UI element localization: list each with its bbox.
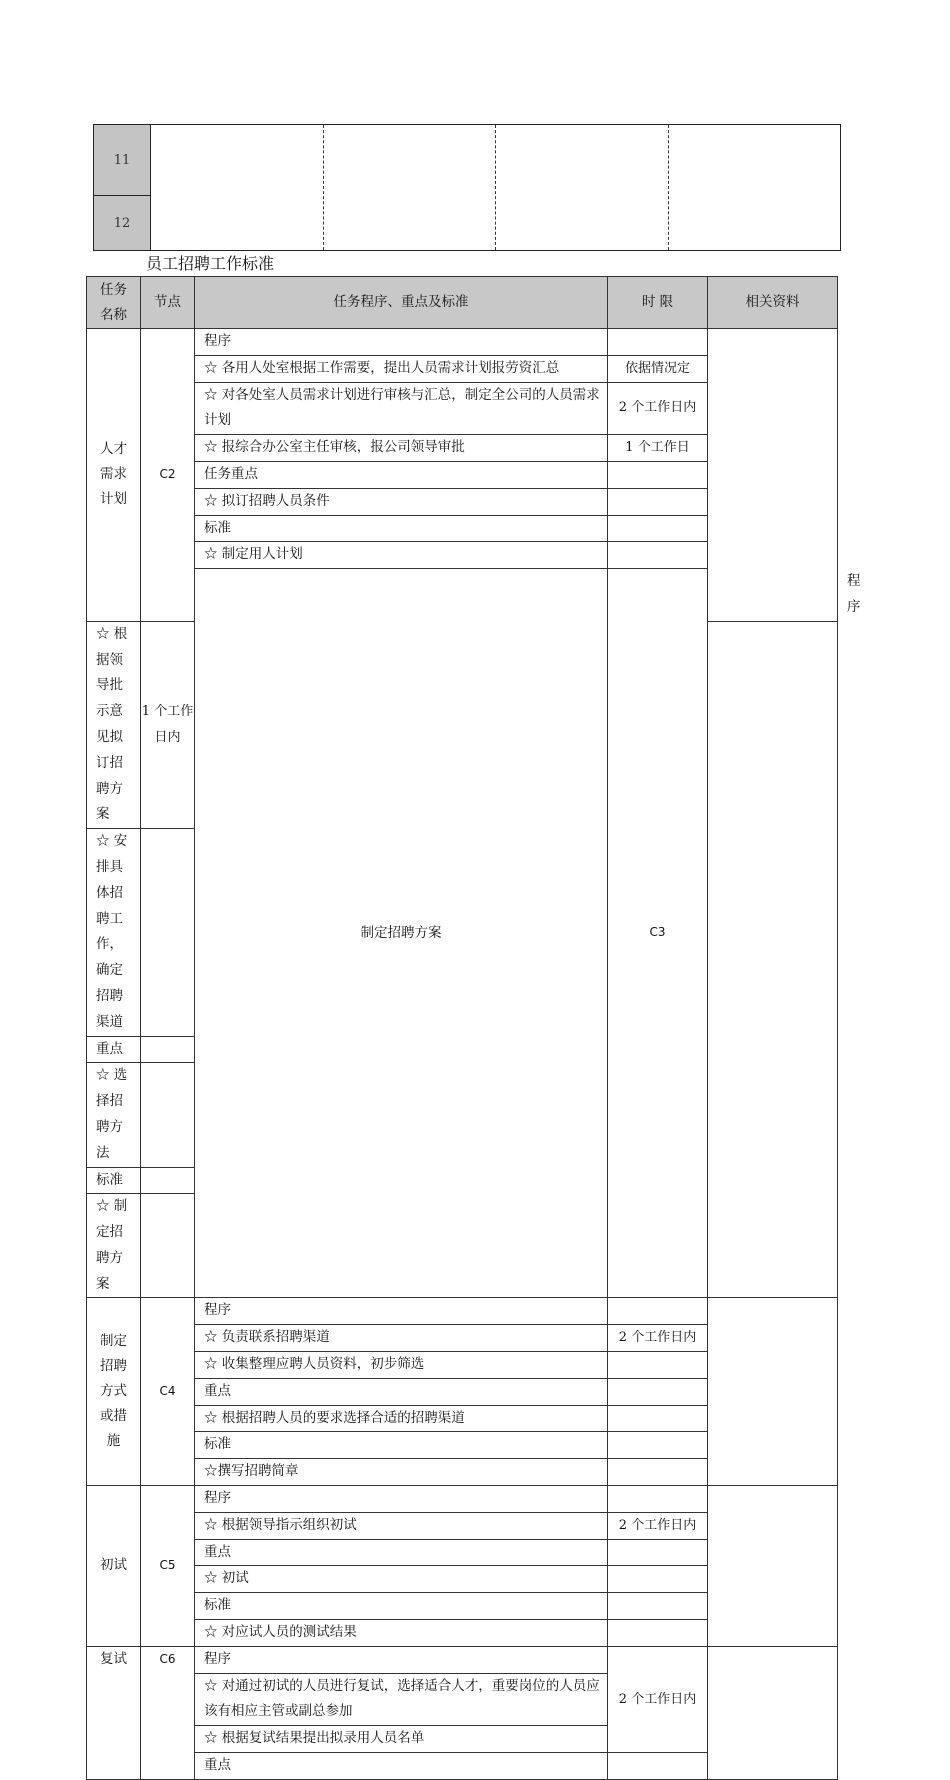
limit-cell: [608, 1298, 708, 1325]
top-column-4: [669, 125, 841, 250]
node-cell: C2: [141, 329, 195, 622]
limit-cell: [141, 829, 195, 1036]
node-cell: C5: [141, 1486, 195, 1647]
header-related-docs: 相关资料: [708, 277, 838, 329]
step-cell: 标准: [195, 1432, 608, 1459]
step-cell: ☆ 安排具体招聘工作，确定招聘渠道: [87, 829, 141, 1036]
limit-cell: [141, 1194, 195, 1298]
limit-cell: 1 个工作日内: [141, 621, 195, 828]
step-cell: 重点: [195, 1539, 608, 1566]
step-cell: 重点: [87, 1036, 141, 1063]
step-cell: ☆ 根据复试结果提出拟录用人员名单: [195, 1726, 608, 1753]
header-steps: 任务程序、重点及标准: [195, 277, 608, 329]
step-cell: ☆ 拟订招聘人员条件: [195, 488, 608, 515]
limit-cell-merged: 2 个工作日内: [608, 1646, 708, 1752]
step-cell: ☆ 报综合办公室主任审核，报公司领导审批: [195, 435, 608, 462]
limit-cell: 依据情况定: [608, 355, 708, 382]
limit-cell: [608, 1352, 708, 1379]
header-node: 节点: [141, 277, 195, 329]
header-row: [87, 277, 838, 329]
step-cell: ☆ 制定用人计划: [195, 542, 608, 569]
limit-cell: [141, 1036, 195, 1063]
limit-cell: [608, 1593, 708, 1620]
related-docs-cell: [708, 1486, 838, 1647]
task-name-cell: 初试: [87, 1486, 141, 1647]
table-row: 制定招聘方案 C3 程序: [87, 569, 838, 622]
limit-cell: [608, 542, 708, 569]
step-cell: 重点: [195, 1753, 608, 1780]
step-cell: ☆ 初试: [195, 1566, 608, 1593]
limit-cell: [608, 1486, 708, 1513]
limit-cell: [608, 461, 708, 488]
related-docs-cell: [708, 1298, 838, 1486]
limit-cell: [608, 1566, 708, 1593]
related-docs-cell: [708, 1646, 838, 1779]
step-cell: 程序: [195, 1486, 608, 1513]
table-row: [87, 1298, 838, 1325]
node-cell: C6: [141, 1646, 195, 1779]
step-cell: 程序: [195, 1298, 608, 1325]
step-cell: 程序: [195, 1646, 608, 1673]
recruitment-standard-table: [86, 276, 861, 1780]
step-cell: ☆ 收集整理应聘人员资料，初步筛选: [195, 1352, 608, 1379]
task-name-cell: [87, 1298, 141, 1486]
limit-cell: [141, 1167, 195, 1194]
step-cell: ☆ 对应试人员的测试结果: [195, 1620, 608, 1647]
top-table-fragment: [93, 124, 841, 251]
row-number-12: 12: [94, 196, 150, 250]
step-cell: ☆ 根据招聘人员的要求选择合适的招聘渠道: [195, 1405, 608, 1432]
limit-cell: [608, 1378, 708, 1405]
task-name-cell: 复试: [87, 1646, 141, 1779]
limit-cell: [608, 515, 708, 542]
step-cell: ☆ 根据领导指示组织初试: [195, 1512, 608, 1539]
limit-cell: 2 个工作日内: [608, 382, 708, 435]
limit-cell: [608, 1753, 708, 1780]
header-task-name: 任务名称: [87, 277, 141, 329]
table-row: [87, 1646, 838, 1673]
task-name: 制定招聘方式或措施: [100, 1333, 127, 1450]
step-cell: ☆ 选择招聘方法: [87, 1063, 141, 1167]
step-cell: 重点: [195, 1378, 608, 1405]
limit-cell: [608, 1432, 708, 1459]
step-cell: ☆ 负责联系招聘渠道: [195, 1325, 608, 1352]
limit-cell: [608, 329, 708, 356]
header-time-limit: 时 限: [608, 277, 708, 329]
task-name: 人才需求计划: [100, 441, 127, 508]
top-column-1: [151, 125, 324, 250]
related-docs-cell: [708, 329, 838, 622]
step-cell: 标准: [195, 1593, 608, 1620]
task-name: 制定招聘方案: [360, 924, 442, 941]
node-cell: C3: [608, 569, 708, 1298]
top-column-2: [324, 125, 497, 250]
step-cell: ☆ 制定招聘方案: [87, 1194, 141, 1298]
step-cell: 标准: [195, 515, 608, 542]
limit-cell: 2 个工作日内: [608, 1512, 708, 1539]
step-cell: ☆ 根据领导批示意见拟订招聘方案: [87, 621, 141, 828]
top-number-column: [94, 125, 151, 250]
step-cell: 程序: [195, 329, 608, 356]
limit-cell: [608, 1459, 708, 1486]
table-row: [87, 329, 838, 356]
node-cell: C4: [141, 1298, 195, 1486]
step-cell: 任务重点: [195, 461, 608, 488]
step-cell: ☆ 各用人处室根据工作需要，提出人员需求计划报劳资汇总: [195, 355, 608, 382]
step-cell: ☆撰写招聘简章: [195, 1459, 608, 1486]
limit-cell: [608, 1620, 708, 1647]
limit-cell: 1 个工作日: [608, 435, 708, 462]
limit-cell: [608, 488, 708, 515]
table-row: [87, 1486, 838, 1513]
document-title: 员工招聘工作标准: [146, 254, 275, 273]
step-cell: 标准: [87, 1167, 141, 1194]
limit-cell: [141, 1063, 195, 1167]
task-name-cell: [195, 569, 608, 1298]
limit-cell: 2 个工作日内: [608, 1325, 708, 1352]
step-cell: ☆ 对各处室人员需求计划进行审核与汇总，制定全公司的人员需求计划: [195, 382, 608, 435]
task-name-cell: [87, 329, 141, 622]
step-cell: ☆ 对通过初试的人员进行复试，选择适合人才，重要岗位的人员应该有相应主管或副总参加: [195, 1673, 608, 1726]
limit-cell: [608, 1539, 708, 1566]
top-column-3: [496, 125, 669, 250]
row-number-11: 11: [94, 125, 150, 196]
limit-cell: [608, 1405, 708, 1432]
